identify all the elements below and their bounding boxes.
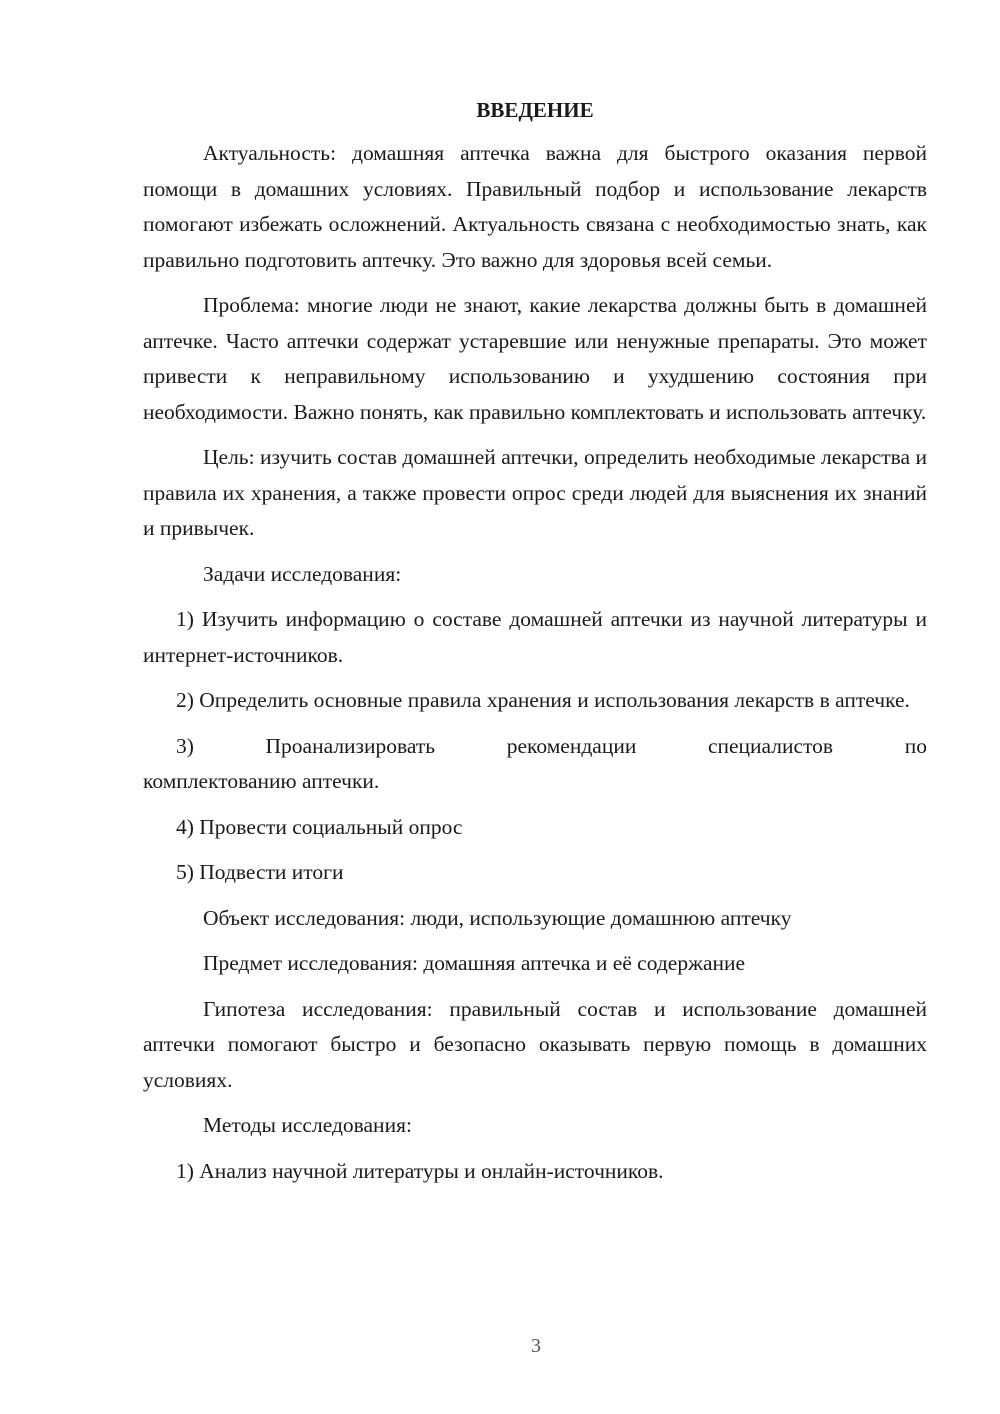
task-item-3	[143, 729, 927, 800]
page-number: 3	[531, 1335, 541, 1357]
task-3-word: по	[904, 733, 927, 758]
task-3-word: 3)	[176, 733, 194, 758]
method-item-1: 1) Анализ научной литературы и онлайн-источников.	[176, 1158, 664, 1183]
task-item-4: 4) Провести социальный опрос	[176, 814, 463, 839]
tasks-heading: Задачи исследования:	[203, 561, 402, 586]
research-object: Объект исследования: люди, использующие домашнюю аптечку	[203, 905, 792, 930]
methods-heading: Методы исследования:	[203, 1113, 412, 1137]
goal-paragraph: Цель: изучить состав домашней аптечки, определить необходимые лекарства и правила их хранения, а также провести опрос среди людей для выяснения их знаний и привычек.	[143, 445, 927, 540]
task-item-5: 5) Подвести итоги	[176, 860, 344, 884]
research-subject: Предмет исследования: домашняя аптечка и её содержание	[203, 951, 746, 975]
task-item-2: 2) Определить основные правила хранения и использования лекарств в аптечке.	[176, 688, 910, 712]
task-3-word: Проанализировать	[265, 733, 436, 758]
hypothesis-paragraph: Гипотеза исследования: правильный состав и использование домашней аптечки помогают быстро и безопасно оказывать первую помощь в домашних условиях.	[143, 996, 927, 1092]
task-item-3-continuation: комплектованию аптечки.	[143, 769, 380, 793]
task-item-3-first-line	[143, 729, 927, 765]
document-title: ВВЕДЕНИЕ	[476, 98, 594, 122]
task-3-word: специалистов	[707, 733, 834, 758]
document-page	[143, 96, 927, 1199]
task-item-1: 1) Изучить информацию о составе домашней аптечки из научной литературы и интернет-источников.	[143, 607, 927, 667]
problem-paragraph: Проблема: многие люди не знают, какие лекарства должны быть в домашней аптечке. Часто аптечки содержат устаревшие или ненужные препараты. Это может привести к неправильному использованию и ухудшению состояния при необходимости. Важно понять, как правильно комплектовать и использовать аптечку.	[143, 293, 927, 424]
relevance-paragraph: Актуальность: домашняя аптечка важна для быстрого оказания первой помощи в домашних условиях. Правильный подбор и использование лекарств помогают избежать осложнений. Актуальность связана с необходимостью знать, как правильно подготовить аптечку. Это важно для здоровья всей семьи.	[143, 141, 927, 272]
task-3-word: рекомендации	[506, 733, 637, 758]
